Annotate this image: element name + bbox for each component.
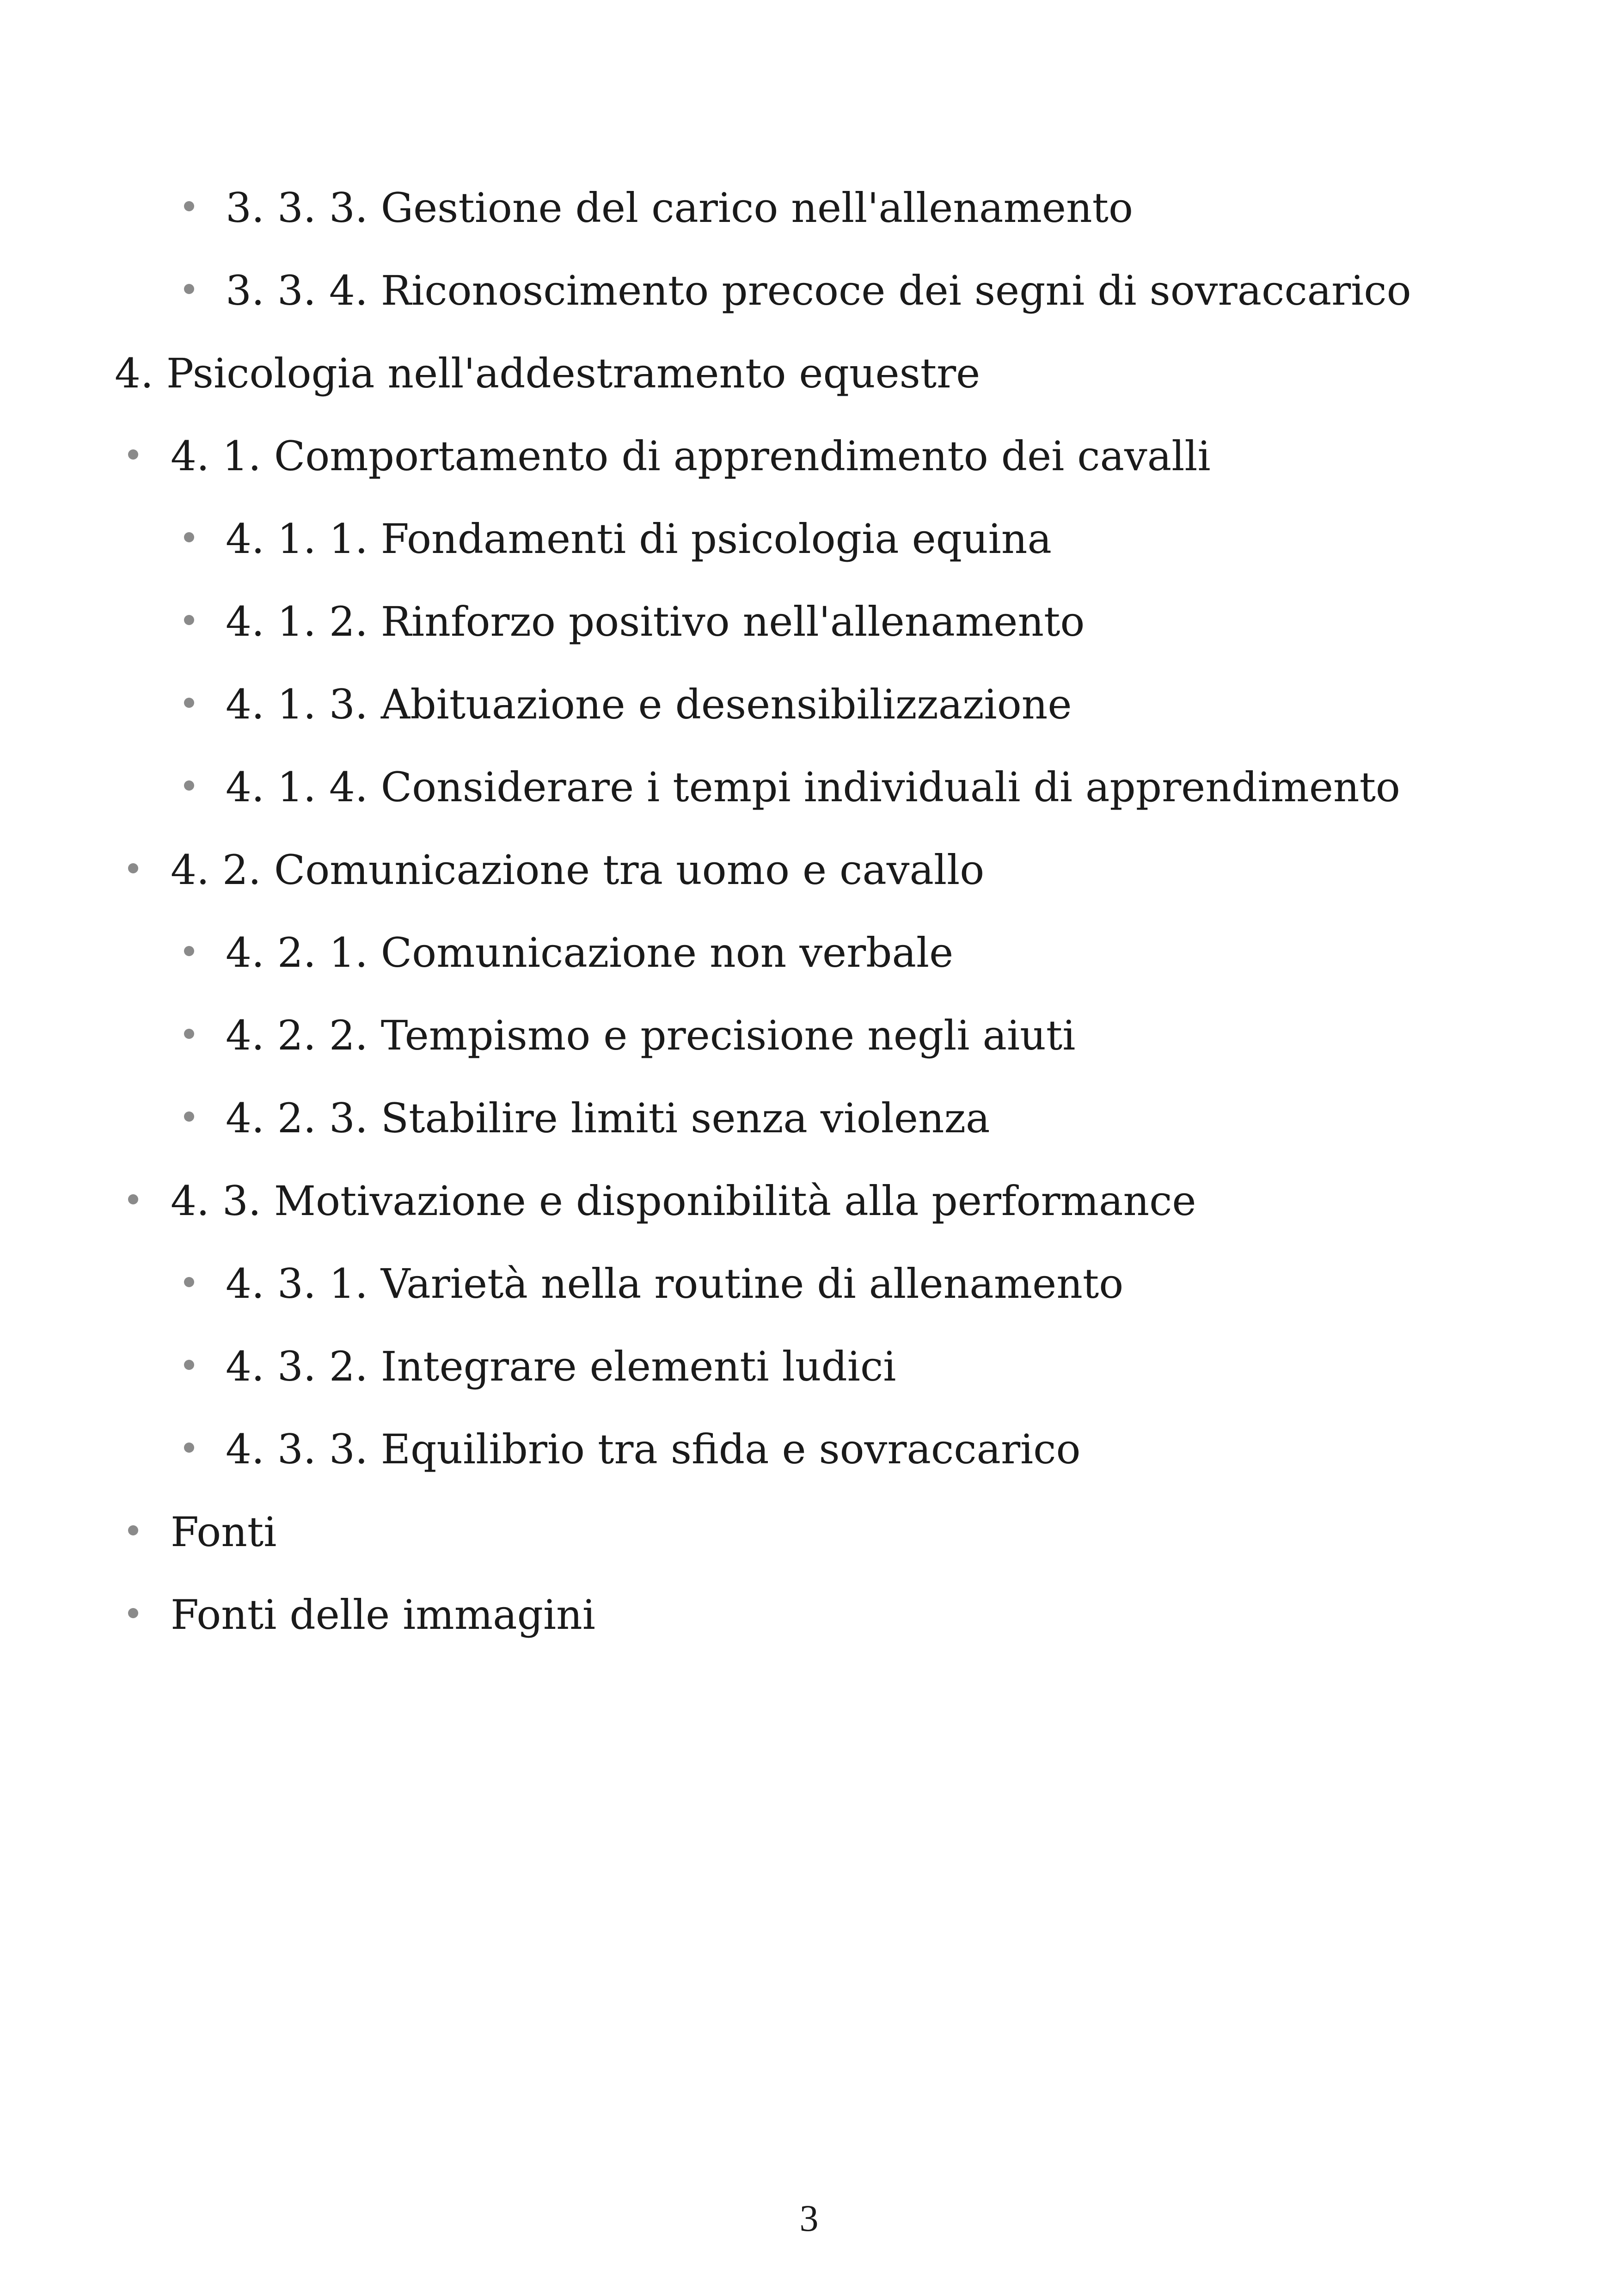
toc-entry-label: 4. 2. 3. Stabilire limiti senza violenza <box>226 1094 990 1142</box>
toc-entry-label: 4. 1. 2. Rinforzo positivo nell'allenamento <box>226 598 1085 645</box>
toc-entry[interactable] <box>0 1010 1618 1093</box>
bullet-icon <box>184 1029 194 1039</box>
toc-entry-label: 4. 3. 2. Integrare elementi ludici <box>226 1343 896 1390</box>
toc-entry[interactable] <box>0 762 1618 845</box>
toc-chapter-heading[interactable] <box>0 348 1618 431</box>
toc-entry-label: 4. Psicologia nell'addestramento equestre <box>115 350 981 397</box>
bullet-icon <box>184 698 194 708</box>
toc-entry-label: 3. 3. 3. Gestione del carico nell'allenamento <box>226 184 1134 232</box>
toc-entry[interactable] <box>0 1093 1618 1176</box>
toc-entry-label: 4. 3. 1. Varietà nella routine di allenamento <box>226 1260 1124 1308</box>
bullet-icon <box>184 1111 194 1122</box>
toc-entry-label: Fonti delle immagini <box>171 1591 595 1639</box>
toc-entry-label: 4. 1. 3. Abituazione e desensibilizzazione <box>226 681 1072 728</box>
toc-entry-label: 4. 3. 3. Equilibrio tra sfida e sovraccarico <box>226 1425 1081 1473</box>
bullet-icon <box>184 284 194 294</box>
toc-entry[interactable] <box>0 183 1618 265</box>
toc-entry-label: 4. 2. Comunicazione tra uomo e cavallo <box>171 846 985 894</box>
toc-entry[interactable] <box>0 596 1618 679</box>
toc-section[interactable] <box>0 845 1618 927</box>
bullet-icon <box>184 780 194 791</box>
bullet-icon <box>128 1608 138 1618</box>
bullet-icon <box>184 1360 194 1370</box>
bullet-icon <box>128 449 138 460</box>
toc-entry-label: 4. 1. Comportamento di apprendimento dei cavalli <box>171 432 1211 480</box>
bullet-icon <box>184 1277 194 1287</box>
bullet-icon <box>184 946 194 956</box>
toc-entry-label: 4. 1. 1. Fondamenti di psicologia equina <box>226 515 1052 563</box>
bullet-icon <box>128 863 138 873</box>
toc-entry[interactable] <box>0 1341 1618 1424</box>
toc-entry[interactable] <box>0 679 1618 762</box>
bullet-icon <box>184 1443 194 1453</box>
bullet-icon <box>184 532 194 542</box>
bullet-icon <box>184 201 194 211</box>
toc-entry-label: 4. 2. 2. Tempismo e precisione negli aiuti <box>226 1012 1076 1059</box>
toc-entry-label: Fonti <box>171 1508 277 1556</box>
bullet-icon <box>128 1194 138 1204</box>
toc-entry-label: 4. 2. 1. Comunicazione non verbale <box>226 929 954 976</box>
toc-entry[interactable] <box>0 1259 1618 1341</box>
toc-entry[interactable] <box>0 1424 1618 1507</box>
toc-entry-label: 3. 3. 4. Riconoscimento precoce dei segni di sovraccarico <box>226 267 1411 314</box>
toc-entry[interactable] <box>0 265 1618 348</box>
toc-section[interactable] <box>0 1507 1618 1590</box>
toc-section[interactable] <box>0 1176 1618 1259</box>
toc-entry[interactable] <box>0 927 1618 1010</box>
bullet-icon <box>128 1525 138 1535</box>
toc-section[interactable] <box>0 1590 1618 1672</box>
table-of-contents <box>0 183 1618 1672</box>
toc-entry[interactable] <box>0 514 1618 596</box>
toc-entry-label: 4. 3. Motivazione e disponibilità alla performance <box>171 1177 1196 1225</box>
toc-section[interactable] <box>0 431 1618 514</box>
page-number: 3 <box>799 2197 819 2239</box>
bullet-icon <box>184 615 194 625</box>
toc-entry-label: 4. 1. 4. Considerare i tempi individuali di apprendimento <box>226 763 1400 811</box>
